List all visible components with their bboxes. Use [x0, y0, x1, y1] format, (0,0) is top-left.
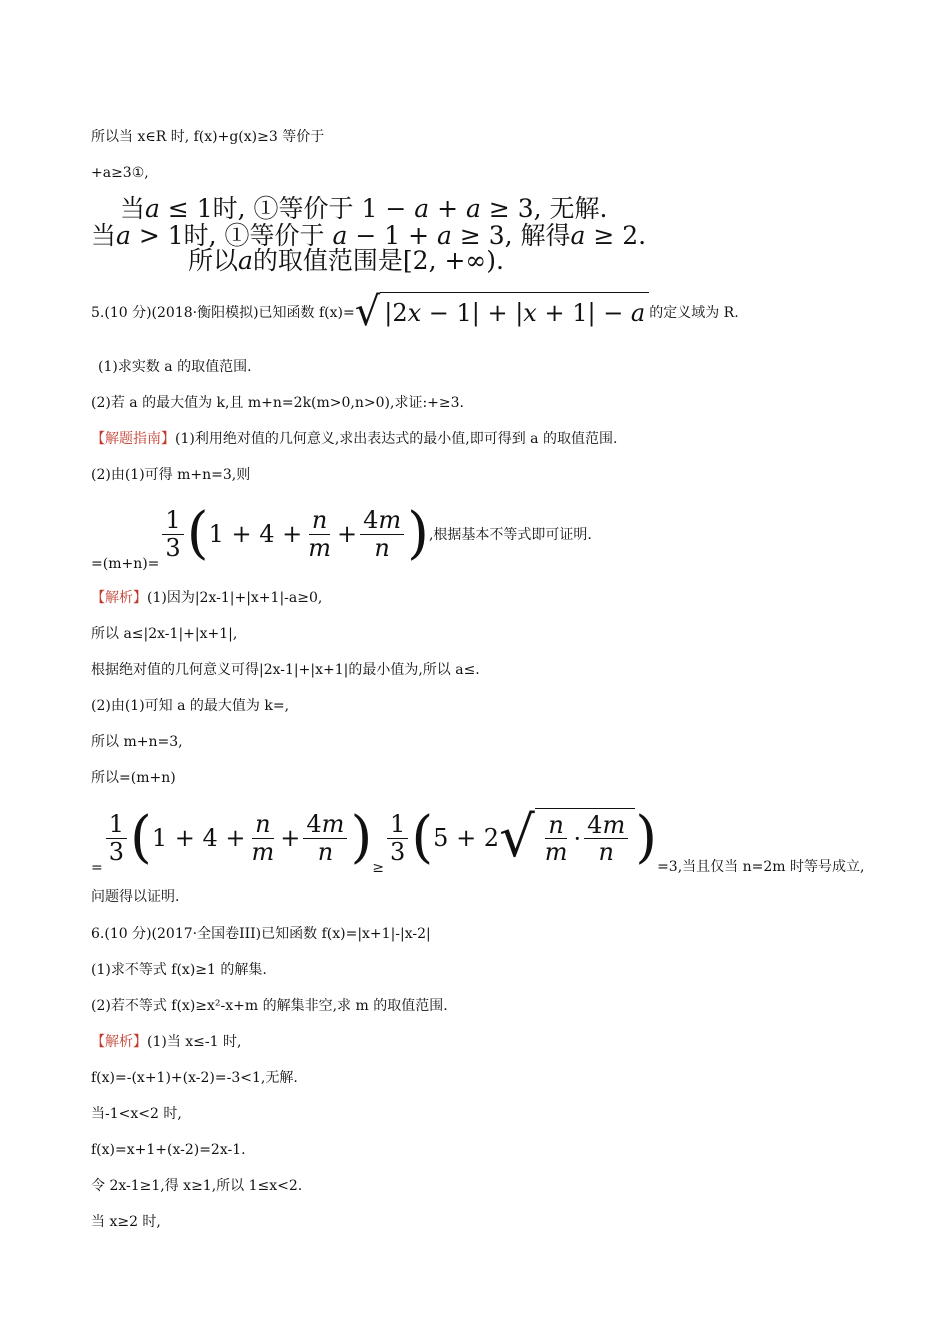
- fraction: $\frac{\text{𝑛}}{\text{𝑚}}$: [251, 810, 275, 866]
- sqrt: [499, 805, 635, 870]
- text-line: 所以 m+n=3,: [91, 734, 183, 750]
- math-line: 当𝑎 > 1时, ①等价于 𝑎 − 1 + 𝑎 ≥ 3, 解得𝑎 ≥ 2.: [91, 221, 647, 250]
- equation-2: [91, 800, 864, 876]
- close-paren: ): [350, 805, 373, 870]
- fraction: $\frac{1}{3}$: [106, 811, 127, 865]
- solution-tag: 【解析】: [91, 1034, 147, 1050]
- eq1-prefix: =(m+n)=: [91, 556, 160, 572]
- text-line: (2)由(1)可得 m+n=3,则: [91, 467, 251, 483]
- close-paren: ): [407, 501, 429, 566]
- equation-1: [91, 496, 592, 572]
- math-line: 所以𝑎的取值范围是[2, +∞).: [188, 246, 504, 275]
- hint-text: (1)利用绝对值的几何意义,求出表达式的最小值,即可得到 a 的取值范围.: [175, 431, 618, 447]
- text-line: 当-1<x<2 时,: [91, 1106, 182, 1122]
- fraction: $\frac{\text{4𝑚}}{\text{𝑛}}$: [584, 812, 628, 866]
- dot-sign: ·: [573, 824, 582, 853]
- radical-icon: √: [354, 289, 381, 335]
- hint-tag: 【解题指南】: [91, 431, 175, 447]
- solution-text: (1)因为|2x-1|+|x+1|-a≥0,: [147, 590, 323, 606]
- sqrt: [354, 289, 650, 335]
- open-paren: (: [186, 501, 209, 566]
- text-line: +a≥3①,: [91, 165, 149, 181]
- open-paren: (: [411, 805, 434, 870]
- fraction: $\frac{1}{3}$: [387, 811, 408, 865]
- plus-sign: +: [336, 520, 358, 548]
- sum-text: 1 + 4 +: [208, 520, 303, 548]
- open-paren: (: [130, 805, 152, 870]
- question-5: [91, 289, 739, 335]
- solution-tag: 【解析】: [91, 590, 147, 606]
- text-line: (1)求不等式 f(x)≥1 的解集.: [91, 962, 267, 978]
- text-line: 所以当 x∈R 时, f(x)+g(x)≥3 等价于: [91, 129, 325, 145]
- text-line: (2)若不等式 f(x)≥x²-x+m 的解集非空,求 m 的取值范围.: [91, 998, 448, 1014]
- solution-text: (1)当 x≤-1 时,: [147, 1034, 242, 1050]
- text-line: 所以 a≤|2x-1|+|x+1|,: [91, 626, 238, 642]
- q5-prefix: 5.(10 分)(2018·衡阳模拟)已知函数 f(x)=: [91, 305, 355, 321]
- text-line: f(x)=-(x+1)+(x-2)=-3<1,无解.: [91, 1070, 298, 1086]
- text-line: (2)由(1)可知 a 的最大值为 k=,: [91, 698, 290, 714]
- solution-line: [91, 1033, 241, 1051]
- geq-sign: ≥: [372, 860, 385, 876]
- text-line: 6.(10 分)(2017·全国卷III)已知函数 f(x)=|x+1|-|x-2|: [91, 926, 431, 942]
- text-line: (1)求实数 a 的取值范围.: [98, 359, 252, 375]
- close-paren: ): [635, 805, 658, 870]
- text-line: 令 2x-1≥1,得 x≥1,所以 1≤x<2.: [91, 1178, 303, 1194]
- radical-icon: √: [499, 805, 535, 870]
- text-line: 当 x≥2 时,: [91, 1214, 161, 1230]
- eq1-suffix: ,根据基本不等式即可证明.: [428, 527, 592, 543]
- plus-sign: +: [280, 824, 301, 852]
- fraction: $\frac{\text{𝑛}}{\text{𝑚}}$: [544, 810, 568, 866]
- fraction: $\frac{\text{𝑛}}{\text{𝑚}}$: [308, 506, 331, 562]
- sum-text: 5 + 2: [433, 824, 500, 852]
- text-line: (2)若 a 的最大值为 k,且 m+n=2k(m>0,n>0),求证:+≥3.: [91, 395, 464, 411]
- fraction: $\frac{1}{3}$: [162, 507, 183, 561]
- radicand: |2𝑥 − 1| + |𝑥 + 1| − 𝑎: [380, 292, 649, 332]
- eq2-suffix: =3,当且仅当 n=2m 时等号成立,: [657, 859, 865, 875]
- fraction: $\frac{\text{4𝑚}}{\text{𝑛}}$: [303, 811, 347, 865]
- solution-line: [91, 589, 322, 607]
- text-line: 问题得以证明.: [91, 889, 180, 905]
- q5-suffix: 的定义域为 R.: [649, 305, 739, 321]
- text-line: 所以=(m+n): [91, 770, 176, 786]
- sum-text: 1 + 4 +: [151, 824, 246, 852]
- radicand: [535, 808, 635, 868]
- text-line: 根据绝对值的几何意义可得|2x-1|+|x+1|的最小值为,所以 a≤.: [91, 662, 480, 678]
- hint-line: [91, 430, 617, 448]
- math-line: 当𝑎 ≤ 1时, ①等价于 1 − 𝑎 + 𝑎 ≥ 3, 无解.: [120, 194, 608, 223]
- eq2-prefix: =: [91, 860, 103, 876]
- fraction: $\frac{\text{4𝑚}}{\text{𝑛}}$: [360, 507, 404, 561]
- text-line: f(x)=x+1+(x-2)=2x-1.: [91, 1142, 246, 1158]
